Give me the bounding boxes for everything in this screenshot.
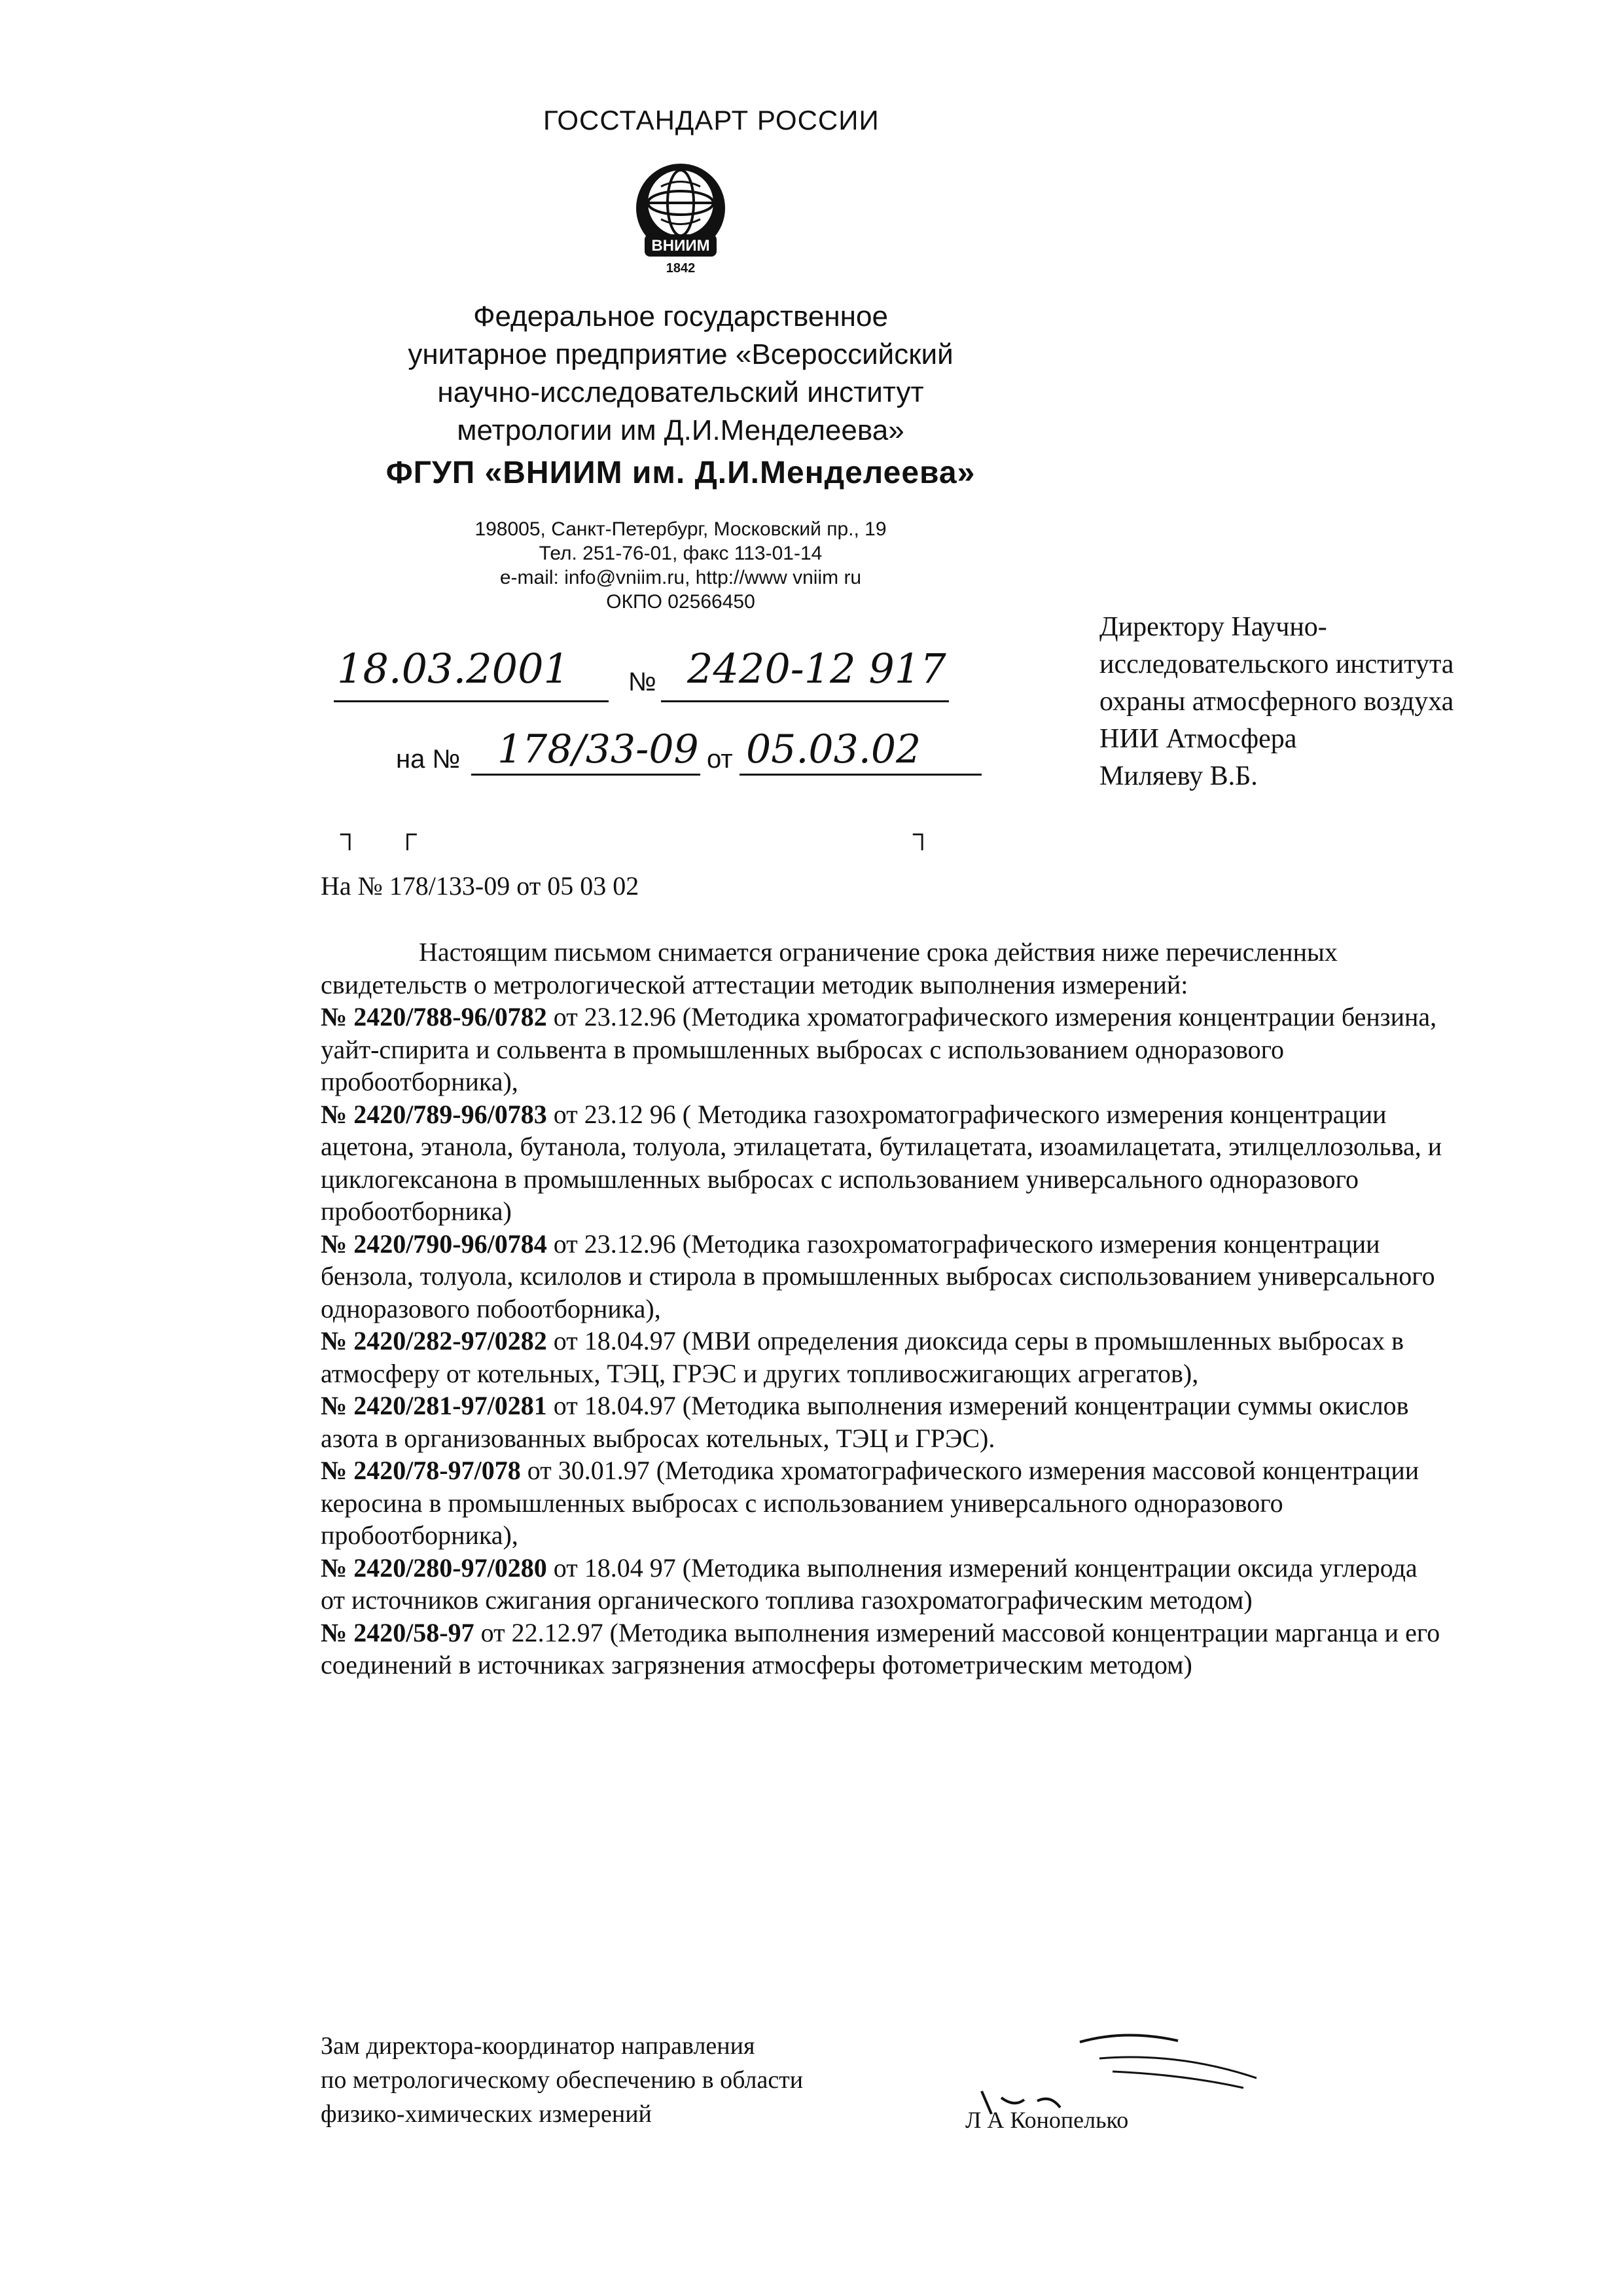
addressee-block bbox=[1099, 609, 1454, 795]
org-line: метрологии им Д.И.Менделеева» bbox=[457, 414, 904, 446]
org-line: научно-исследовательский институт bbox=[437, 376, 924, 408]
addressee-line: Директору Научно- bbox=[1099, 612, 1327, 642]
certificate-item bbox=[321, 1390, 1446, 1454]
certificate-item bbox=[321, 1228, 1446, 1325]
certificate-text: от 22.12.97 (Методика выполнения измерений массовой концентрации марганца и его соединений в источниках загрязнения атмосферы фотометрическим методом) bbox=[321, 1617, 1440, 1679]
vniim-logo bbox=[625, 157, 736, 281]
org-line: унитарное предприятие «Всероссийский bbox=[408, 338, 954, 370]
certificate-item bbox=[321, 1617, 1446, 1681]
org-line: Федеральное государственное bbox=[473, 300, 888, 332]
signatory-name: Л А Конопелько bbox=[965, 2107, 1129, 2133]
organization-short-name: ФГУП «ВНИИМ им. Д.И.Менделеева» bbox=[385, 456, 976, 490]
from-label: от bbox=[707, 745, 733, 774]
ref-number-underline bbox=[471, 774, 700, 776]
reference-number: 178/33-09 bbox=[497, 726, 699, 772]
signatory-line: Зам директора-координатор направления bbox=[321, 2032, 755, 2060]
certificate-number: № 2420/789-96/0783 bbox=[321, 1099, 547, 1129]
outgoing-number: 2420-12 917 bbox=[687, 645, 946, 692]
logo-year: 1842 bbox=[666, 261, 696, 276]
signatory-line: физико-химических измерений bbox=[321, 2100, 652, 2128]
certificate-number: № 2420/280-97/0280 bbox=[321, 1552, 547, 1583]
phone-fax: Тел. 251-76-01, факс 113-01-14 bbox=[539, 543, 823, 564]
okpo: ОКПО 02566450 bbox=[606, 591, 755, 613]
certificate-text: от 18.04.97 (Методика выполнения измерений концентрации суммы окислов азота в организованных выбросах котельных, ТЭЦ и ГРЭС). bbox=[321, 1391, 1409, 1453]
certificate-item bbox=[321, 1325, 1446, 1390]
addressee-line: НИИ Атмосфера bbox=[1099, 724, 1297, 754]
corner-mark-right: ┐ bbox=[913, 819, 932, 848]
addressee-line: охраны атмосферного воздуха bbox=[1099, 687, 1454, 717]
number-label: № bbox=[628, 668, 656, 696]
organization-full-name bbox=[366, 298, 995, 450]
intro-paragraph: Настоящим письмом снимается ограничение срока действия ниже перечисленных свидетельств о метрологической аттестации методик выполнения измерений: bbox=[321, 937, 1338, 999]
letter-body bbox=[321, 936, 1446, 1681]
certificate-item bbox=[321, 1098, 1446, 1228]
certificate-text: от 23.12 96 ( Методика газохроматографического измерения концентрации ацетона, этанола, бутанола, толуола, этилацетата, бутилацетата, изоамилацетата, этилцеллозольва, и циклогексанона в промышленных выбросах с использованием универсального одноразового пробоотборника) bbox=[321, 1099, 1442, 1226]
certificate-text: от 18.04.97 (МВИ определения диоксида серы в промышленных выбросах в атмосферу от котельных, ТЭЦ, ГРЭС и других топливосжигающих агрегатов), bbox=[321, 1326, 1404, 1388]
corner-marks-left bbox=[340, 818, 417, 849]
certificate-item bbox=[321, 1454, 1446, 1552]
date-underline bbox=[334, 700, 609, 702]
certificate-number: № 2420/281-97/0281 bbox=[321, 1391, 547, 1420]
certificate-text: от 30.01.97 (Методика хроматографического измерения массовой концентрации керосина в промышленных выбросах с использованием универсального одноразового пробоотборника), bbox=[321, 1456, 1419, 1550]
certificate-text: от 23.12.96 (Методика хроматографического измерения концентрации бензина, уайт-спирита и сольвента в промышленных выбросах с использованием одноразового пробоотборника), bbox=[321, 1002, 1437, 1096]
certificate-item bbox=[321, 1552, 1446, 1617]
certificate-text: от 18.04 97 (Методика выполнения измерений концентрации оксида углерода от источников сжигания органического топлива газохроматографическим методом) bbox=[321, 1552, 1418, 1615]
ref-date-underline bbox=[740, 774, 982, 776]
corner-mark: ┐ bbox=[340, 819, 359, 848]
certificate-number: № 2420/282-97/0282 bbox=[321, 1326, 547, 1355]
certificate-number: № 2420/790-96/0784 bbox=[321, 1229, 547, 1259]
certificate-text: от 23.12.96 (Методика газохроматографического измерения концентрации бензола, толуола, ксилолов и стирола в промышленных выбросах сиспользованием универсального одноразового побоотборника), bbox=[321, 1229, 1435, 1323]
addressee-line: исследовательского института bbox=[1099, 649, 1454, 679]
certificate-number: № 2420/78-97/078 bbox=[321, 1456, 521, 1485]
signatory-line: по метрологическому обеспечению в области bbox=[321, 2066, 804, 2094]
logo-text: ВНИИМ bbox=[651, 237, 710, 255]
on-number-label: на № bbox=[396, 745, 461, 774]
corner-mark: ┌ bbox=[398, 819, 417, 848]
number-underline bbox=[661, 700, 949, 702]
reference-line: На № 178/133-09 от 05 03 02 bbox=[321, 871, 639, 901]
reference-date: 05.03.02 bbox=[746, 726, 921, 772]
addressee-line: Миляеву В.Б. bbox=[1099, 761, 1258, 791]
signatory-title bbox=[321, 2029, 803, 2131]
certificate-number: № 2420/788-96/0782 bbox=[321, 1002, 547, 1031]
email-web: e-mail: info@vniim.ru, http://www vniim ru bbox=[499, 567, 862, 588]
certificate-item bbox=[321, 1001, 1446, 1098]
outgoing-date: 18.03.2001 bbox=[337, 645, 569, 692]
certificate-number: № 2420/58-97 bbox=[321, 1617, 474, 1647]
agency-name: ГОССТАНДАРТ РОССИИ bbox=[543, 105, 880, 135]
address: 198005, Санкт-Петербург, Московский пр., 19 bbox=[474, 518, 887, 540]
contacts-block bbox=[393, 517, 969, 614]
